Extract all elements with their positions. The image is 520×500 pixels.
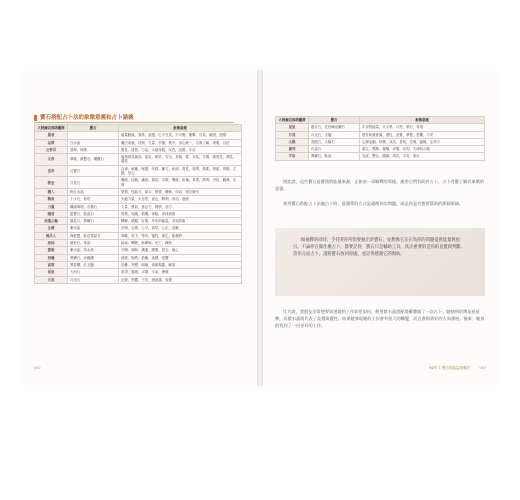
gem-cell: 紫水晶 [68, 225, 119, 232]
book-spread [22, 70, 498, 386]
meaning-cell: 誘惑，物質，依賴，束縛，恐懼 [119, 254, 242, 261]
meaning-cell: 愛情，性能力，結合，戀愛，關係，伴侶，相互吸引 [119, 188, 242, 195]
card-cell: 死神 [35, 240, 68, 247]
card-cell: 隱者 [35, 210, 68, 217]
card-cell: 愚者 [35, 132, 68, 139]
table-row [35, 139, 242, 146]
card-cell: 倒吊人 [35, 232, 68, 239]
table-body-right [276, 124, 485, 160]
meaning-cell: 自律，威權，保護，安穩，權力，紀律，男性，領導，重要，勇敢，實際，主動，信心 [119, 165, 242, 177]
table-row [35, 210, 242, 217]
card-cell: 節制 [35, 247, 68, 254]
gem-cell: 月長石 [68, 177, 119, 189]
meaning-cell: 希望，靈感，平靜，宇宙，療癒 [119, 269, 242, 276]
table-row [35, 165, 242, 177]
meaning-cell: 奉獻，放下，等待，犧牲，重生，新視野 [119, 232, 242, 239]
paragraph-1: 照此說，這些寶石是寶貴的能量來源，正如前一章解釋的那樣，運用它們有助於占卜，占卜者應了解其象徵的意義。 [275, 179, 485, 191]
table-row [35, 232, 242, 239]
card-cell: 皇帝 [35, 165, 68, 177]
card-cell: 宇宙 [276, 153, 309, 160]
card-cell: 月亮 [35, 276, 68, 283]
paragraph-2: 要用寶石搭配占卜法做占卜時，最簡單的方式是處理你的問題，或是你是否想要幫助的那個領域。 [283, 201, 464, 206]
table-row [35, 247, 242, 254]
section-title [34, 113, 234, 123]
gem-cell: 綠柱石，黑曜石 [68, 218, 119, 225]
gem-cell: 月光石 [68, 276, 119, 283]
header-meaning: 象徵意義 [119, 125, 242, 132]
meaning-cell: 結束，轉變，新開始，死亡，釋放 [119, 240, 242, 247]
quote-box [275, 228, 485, 296]
table-row [276, 153, 485, 160]
gem-cell: 虎眼石，太陽石 [309, 138, 360, 145]
table-header-row [35, 125, 242, 132]
gem-cell: 黑曜石，赤鐵礦 [68, 254, 119, 261]
meaning-cell: 法律，合理，公平，真實，公正，清晰 [119, 225, 242, 232]
meaning-cell: 大地力量，大自然，意志，勝利，成功，進展 [119, 196, 242, 203]
gem-cell: 紫水晶，黃水晶 [68, 247, 119, 254]
meaning-cell: 力量，勇氣，意志力，熱情，活力 [119, 203, 242, 210]
title-accent-bar [34, 115, 37, 121]
table-row [35, 132, 242, 139]
card-cell: 審判 [276, 146, 309, 153]
gem-cell: 藍紅石，托伯爾克蘭石 [309, 124, 360, 131]
table-row [35, 225, 242, 232]
quote-text: 做抽牌的同時，手持著你所想要抽出的寶石，並想像它正在為你的問題提供能量與指引。不論你在做什麼占卜，都要記得，寶石只是輔助工具，真正重要的是你的直覺與判斷。當你完成占卜，請將寶石放回原處，並記得感謝它的幫助。 [293, 238, 465, 258]
meaning-cell: 轉變，週期，好運，外在的能量，未知因素 [119, 218, 242, 225]
card-cell: 教皇 [35, 177, 68, 189]
card-cell: 高塔 [35, 261, 68, 268]
page-number-right: 063 [479, 366, 486, 370]
meaning-cell: 能量動能，奢侈，浪漫，心不在焉，不平衡，衝擊，自負，願望，感情 [119, 132, 242, 139]
table-body-left [35, 132, 242, 284]
card-cell: 品牌 [35, 139, 68, 146]
gem-cell: 纏絲瑪瑙，石榴石 [68, 203, 119, 210]
meaning-cell: 幻覺，恐懼，不安，潛意識，直覺 [119, 276, 242, 283]
table-row [35, 269, 242, 276]
card-cell: 惡魔 [35, 254, 68, 261]
header-card: 大阿爾克那塔羅牌 [35, 125, 68, 132]
meaning-cell: 能夠預見創造，富足，繁榮，安全，美貌，愛，女性，守護，感受性，感性，溫柔 [119, 154, 242, 166]
table-row [35, 188, 242, 195]
meaning-cell: 魔法成就，控制，力量，平衡，集中，身心統一，自我了解，深奧，自信 [119, 139, 242, 146]
gem-cell: 綠松石，茶晶 [68, 240, 119, 247]
card-cell: 命運之輪 [35, 218, 68, 225]
table-row [35, 203, 242, 210]
card-cell: 星星 [35, 269, 68, 276]
section-title-text: 寶石搭配占卜法的象徵意義和占卜涵義 [40, 115, 134, 121]
card-cell: 戰車 [35, 196, 68, 203]
card-cell: 力量 [35, 203, 68, 210]
gem-tarot-table-left [34, 124, 242, 284]
header-gem: 寶石 [309, 117, 360, 124]
meaning-cell: 平衡，調和，溝通，療癒，混合，耐心 [119, 247, 242, 254]
table-row [35, 261, 242, 268]
table-row [35, 154, 242, 166]
table-row [35, 146, 242, 153]
gem-cell: 天河石 [68, 269, 119, 276]
gem-cell: 紅寶石 [68, 165, 119, 177]
left-page [22, 70, 257, 386]
gem-cell: 孔雀石 [309, 146, 360, 153]
card-cell: 女帝 [35, 154, 68, 166]
gem-cell: 月光石，玉髓 [309, 131, 360, 138]
table-row [35, 240, 242, 247]
meaning-cell: 完成，整合，圓滿，成功，宇宙，旅行 [360, 153, 485, 160]
gem-cell: 黑碧璽，紅玉髓 [68, 261, 119, 268]
table-row [276, 146, 485, 153]
gem-cell: 翡翠，珍珠 [68, 146, 119, 153]
header-gem: 寶石 [68, 125, 119, 132]
card-cell: 月亮 [276, 131, 309, 138]
meaning-cell: 靈性，祕密，力量，大地母親，女性，直覺，宇宙 [119, 146, 242, 153]
table-row [276, 131, 485, 138]
gem-cell: 粉紅水晶 [68, 188, 119, 195]
table-header-row [276, 117, 485, 124]
card-cell: 戀人 [35, 188, 68, 195]
running-head: PART 1 寶石的能量與魔法 [428, 366, 470, 370]
paragraph-3: 比方說，我朋友非常想要知道她的工作前景如何，便用紫水晶搭配塔羅牌做了一次占卜。她抽到的牌是星星牌，而紫水晶則代表了直覺與靈性。結果她發現她的工作會有很大的轉變，而且會朝著好的方向發展。後來，她真的找到了一份更好的工作。 [275, 309, 485, 328]
gem-cell: 黑曜石，鈦晶 [309, 153, 360, 160]
gem-cell: 白水晶 [68, 139, 119, 146]
table-row [35, 218, 242, 225]
table-row [276, 124, 485, 131]
gem-cell [68, 132, 119, 139]
table-row [276, 138, 485, 145]
right-page [263, 70, 498, 386]
page-number-left: 062 [34, 366, 41, 370]
meaning-cell: 災難，突變，崩壞，真相揭露，解放 [119, 261, 242, 268]
meaning-cell: 感性的潛意識，靈性，直覺，夢想，恐懼，不安 [360, 131, 485, 138]
gem-tarot-table-right [275, 116, 485, 161]
meaning-cell: 權威，信賴，謙虛，寬容，宗教，傳統，祈禱，希望，教導，可信，勤務，宗教 [119, 177, 242, 189]
gem-cell: 十字石，琥珀 [68, 196, 119, 203]
meaning-cell: 重生，甦醒，覺醒，評價，宣判，天使的召喚 [360, 146, 485, 153]
card-cell: 太陽 [276, 138, 309, 145]
header-card: 大阿爾克那塔羅牌 [276, 117, 309, 124]
table-row [35, 276, 242, 283]
card-cell: 女祭司 [35, 146, 68, 153]
meaning-cell: 宇宙的能量，天文學，月亮，旅行，希望 [360, 124, 485, 131]
meaning-cell: 智慧，知識，孤獨，神秘，尋找真相 [119, 210, 242, 217]
card-cell: 星星 [276, 124, 309, 131]
header-meaning: 象徵意義 [360, 117, 485, 124]
card-cell: 正義 [35, 225, 68, 232]
table-row [35, 196, 242, 203]
gem-cell: 海藍寶，藍色電氣石 [68, 232, 119, 239]
meaning-cell: 心理活動，快樂，成功，喜悅，光明，溫暖，生命力 [360, 138, 485, 145]
table-row [35, 177, 242, 189]
gem-cell: 翠綠，綠寶石，橄欖石 [68, 154, 119, 166]
gem-cell: 藍寶石，藍晶石 [68, 210, 119, 217]
table-row [35, 254, 242, 261]
